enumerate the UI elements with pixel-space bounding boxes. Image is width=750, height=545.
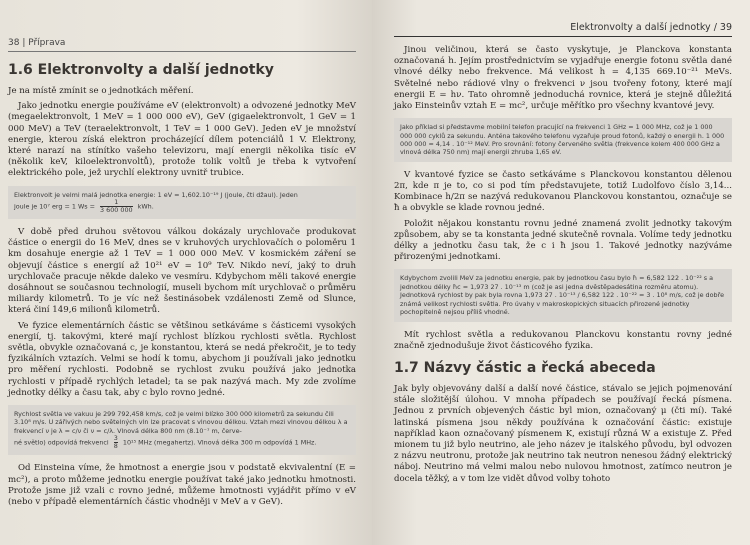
right-page bbox=[372, 0, 750, 545]
fraction-denominator: 3 600 000 bbox=[100, 206, 133, 215]
paragraph: Ve fyzice elementárních částic se většinou setkáváme s částicemi vysokých energií, tj. takovými, které mají rychlost blízkou rychlosti světla. Rychlost světla, obvykle označovaná c, je konstantou, která se nedá překročit, je to tedy fyzikálních vztazích. Velmi se hodí k tomu, abychom ji používali jako jednotku pro měření rychlosti. Podobně se rychlost zvuku používá jako jednotka rychlosti v případě rychlých letadel; ta se pak nazývá mach. My zde zvolíme jednotky délky a času tak, aby c bylo rovno jedné. bbox=[8, 320, 356, 398]
fraction bbox=[114, 435, 118, 450]
fraction-numerator: 3 bbox=[113, 434, 118, 443]
info-box: Kdybychom zvolili MeV za jednotku energie, pak by jednotkou času bylo ħ = 6,582 122 . 10⁻²² s a jednotkou délky ħc = 1,973 27 . 10⁻¹³ m (což je asi jedna dvěstěpadesátina rozměru atomu). Jednotková rychlost by pak byla rovna 1,973 27 . 10⁻¹³ / 6,582 122 . 10⁻²² = 3 . 10⁸ m/s, což je dobře známá velikost rychlosti světla. Pro úvahy v makroskopických situacích přirozené jednotky pochopitelně nejsou příliš vhodné. bbox=[394, 269, 732, 321]
info-box bbox=[8, 405, 356, 455]
paragraph: Jako jednotku energie používáme eV (elektronvolt) a odvozené jednotky MeV (megaelektronvolt, 1 MeV = 1 000 000 eV), GeV (gigaelektronvolt, 1 GeV = 1 000 MeV) a TeV (teraelektronvolt, 1 TeV = 1 000 GeV). Jeden eV je množství energie, kterou získá elektron procházející dílem potenciálů 1 V. Elektrony, které narazí na stínítko vašeho televizoru, mají energii několika tisíc eV (několik keV, kiloelektronvoltů), protože tolik voltů je třeba k vytvoření elektrického pole, jež urychlí elektrony uvnitř trubice. bbox=[8, 101, 356, 179]
info-box-line: Elektronvolt je velmi malá jednotka energie: 1 eV = 1,602.10⁻¹⁹ J (joule, čti džaul). Jeden bbox=[14, 190, 298, 199]
page-header: Elektronvolty a další jednotky / 39 bbox=[394, 22, 732, 37]
fraction-numerator: 1 bbox=[100, 199, 133, 207]
paragraph: Je na místě zmínit se o jednotkách měření. bbox=[8, 86, 194, 96]
paragraph: Položit nějakou konstantu rovnu jedné znamená zvolit jednotky takovým způsobem, aby se ta konstanta jedné skutečně rovnala. Volíme tedy jednotku délky a jednotku času tak, že c i ħ jsou 1. Takové jednotky nazýváme přirozenými jednotkami. bbox=[394, 218, 732, 263]
info-box bbox=[8, 186, 356, 219]
info-box-text: 10¹⁵ MHz (megahertz). Vlnová délka 300 m odpovídá 1 MHz. bbox=[122, 438, 317, 447]
paragraph: V kvantové fyzice se často setkáváme s Planckovou konstantou dělenou 2π, kde π je to, co si pod tím představujete, totiž Ludolfovo číslo 3,14... Kombinace h/2π se nazývá redukovanou Planckovou konstantou, označuje se ħ a obvykle se klade rovnou jedné. bbox=[394, 169, 732, 214]
paragraph: Jinou veličinou, která se často vyskytuje, je Planckova konstanta označovaná h. Jejím prostřednictvím se vyjadřuje energie fotonu světla dané vlnové délky nebo frekvence. Má velikost h = 4,135 669.10⁻²¹ MeVs. Světelné nebo rádiové vlny o frekvenci ν jsou tvořeny fotony, které mají energii E = hν. Tato ohromně jednoduchá rovnice, která je stejně důležitá jako Einsteinův vztah E = mc², určuje měřítko pro všechny kvantové jevy. bbox=[394, 45, 732, 112]
paragraph: Mít rychlost světla a redukovanou Planckovu konstantu rovny jedné značně zjednodušuje život částicového fyzika. bbox=[394, 329, 732, 351]
paragraph: Od Einsteina víme, že hmotnost a energie jsou v podstatě ekvivalentní (E = mc²), a proto můžeme jednotku energie používat také jako jednotku hmotnosti. Protože jsme již vzali c rovno jedné, můžeme hmotnosti vyjádřit přímo v eV (nebo v případě elementárních částic vhodněji v MeV a v GeV). bbox=[8, 463, 356, 507]
info-box-text: kWh. bbox=[137, 202, 154, 211]
info-box-line bbox=[14, 435, 350, 450]
fraction bbox=[100, 199, 133, 214]
fraction-denominator: 8 bbox=[113, 442, 118, 451]
info-box-text: joule je 10⁷ erg = 1 Ws = bbox=[14, 202, 95, 211]
info-box-line: Rychlost světla ve vakuu je 299 792,458 km/s, což je velmi blízko 300 000 kilometrů za sekundu čili 3.10⁸ m/s. U zářivých nebo světelných vln lze pracovat s vlnovou délkou. Vztah mezi vlnovou délkou λ a frekvencí ν je λ = c/ν či ν = c/λ. Vlnová délka 800 nm (8.10⁻⁷ m, červe- bbox=[14, 410, 348, 435]
section-title: 1.7 Názvy částic a řecká abeceda bbox=[394, 359, 656, 376]
left-page bbox=[0, 0, 372, 545]
page-header: 38 | Příprava bbox=[8, 38, 356, 52]
info-box: Jako příklad si představme mobilní telefon pracující na frekvenci 1 GHz = 1 000 MHz, což je 1 000 000 000 cyklů za sekundu. Anténa takového telefonu vyzařuje proud fotonů, každý o energii h. 1 000 000 000 = 4,14 . 10⁻¹² MeV. Pro srovnání: fotony červeného světla (frekvence kolem 400 000 GHz a vlnová délka 750 nm) mají energii zhruba 1,65 eV. bbox=[394, 118, 732, 162]
section-title: 1.6 Elektronvolty a další jednotky bbox=[8, 62, 274, 78]
info-box-text: né světlo) odpovídá frekvenci bbox=[14, 438, 109, 447]
paragraph: Jak byly objevovány další a další nové částice, stávalo se jejich pojmenování stále složitější úlohou. V mnoha případech se používají řecká písmena. Jednou z prvních objevených částic byl mion, označovaný μ (čti mí). Také latinská písmena jsou někdy používána k označování částic: existuje například kaon označovaný písmenem K, existují různá W a existuje Z. Před mionem tu již bylo neutrino, ale jeho název je italského původu, byl odvozen z názvu neutronu, protože jak neutrino tak neutron nenesou žádný elektrický náboj. Neutrino má velmi malou nebo nulovou hmotnost, zatímco neutron je docela těžký, a v tom lze vidět důvod volby tohoto bbox=[394, 383, 732, 484]
paragraph: V době před druhou světovou válkou dokázaly urychlovače produkovat částice o energii do 16 MeV, dnes se v kruhových urychlovačích o poloměru 1 km dosahuje energie až 1 TeV = 1 000 000 MeV. V kosmickém záření se objevují částice s energií až 10²¹ eV = 10⁹ TeV. Nikdo neví, jaký to druh urychlovače pracuje někde daleko ve vesmíru. Kdybychom měli takové energie dosáhnout se současnou technologií, museli bychom mít urychlovač o průměru miliardy kilometrů. To je víc než šestinásobek vzdálenosti Země od Slunce, která činí 149,6 milionů kilometrů. bbox=[8, 227, 356, 316]
info-box-line bbox=[14, 199, 350, 214]
